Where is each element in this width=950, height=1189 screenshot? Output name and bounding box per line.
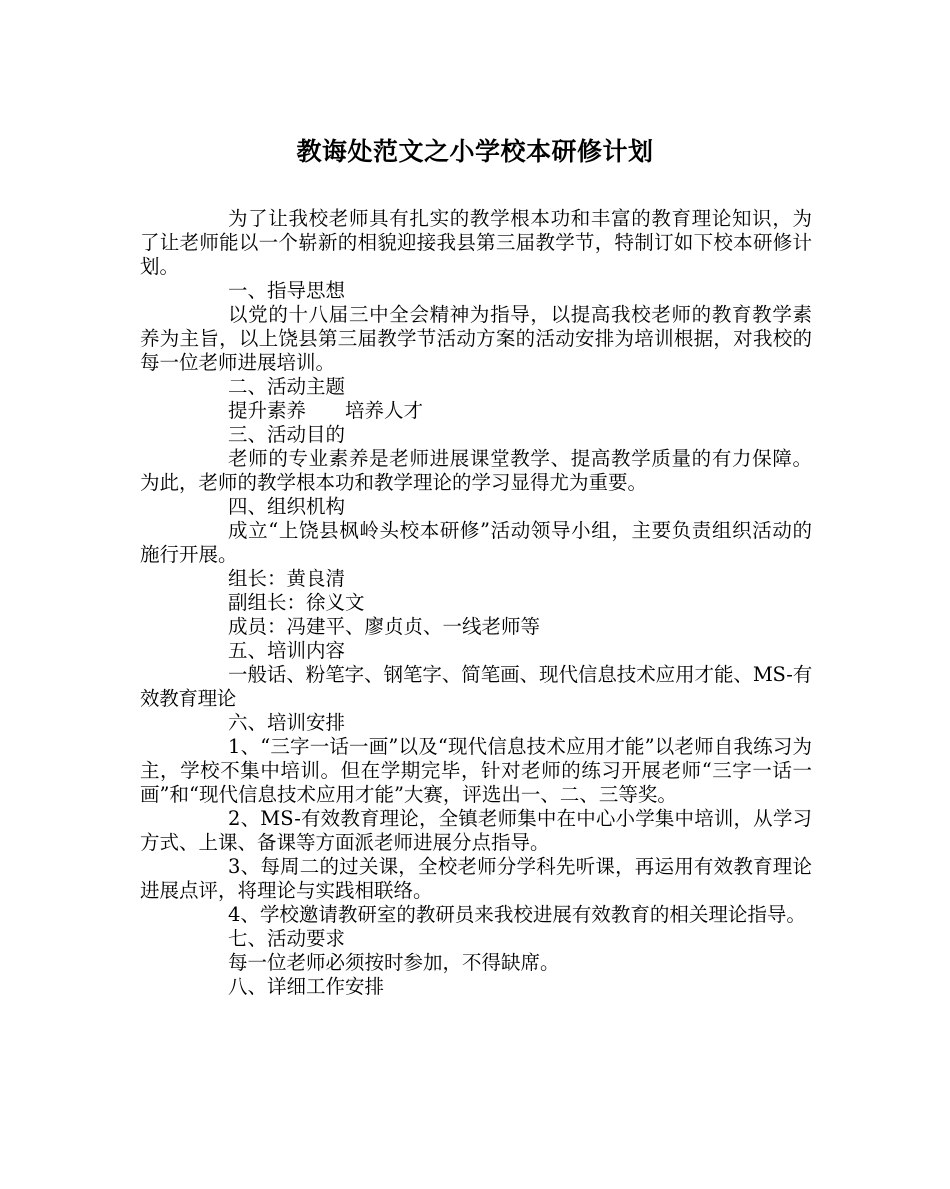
section-heading-guiding-ideology: 一、指导思想 [228,279,346,302]
activity-requirements-text: 每一位老师必须按时参加，不得缺席。 [228,951,560,974]
document-body [140,207,812,999]
organization-paragraph: 成立“上饶县枫岭头校本研修”活动领导小组，主要负责组织活动的施行开展。 [140,519,812,566]
section-heading-organization: 四、组织机构 [228,495,346,518]
section-heading-activity-theme: 二、活动主题 [228,375,346,398]
group-leader-line: 组长：黄良清 [228,567,346,590]
arrangement-item-2: 2、MS-有效教育理论，全镇老师集中在中心小学集中培训，从学习方式、上课、备课等方面派老师进展分点指导。 [140,807,812,854]
section-heading-activity-purpose: 三、活动目的 [228,423,346,446]
training-content-paragraph: 一般话、粉笔字、钢笔字、简笔画、现代信息技术应用才能、MS-有效教育理论 [140,663,812,710]
activity-theme-text: 提升素养 培养人才 [228,399,424,422]
section-heading-training-content: 五、培训内容 [228,639,346,662]
arrangement-item-3: 3、每周二的过关课，全校老师分学科先听课，再运用有效教育理论进展点评，将理论与实践相联络。 [140,855,812,902]
section-heading-activity-requirements: 七、活动要求 [228,927,346,950]
section-heading-detailed-schedule: 八、详细工作安排 [228,975,385,998]
arrangement-item-4: 4、学校邀请教研室的教研员来我校进展有效教育的相关理论指导。 [228,903,806,926]
guiding-ideology-paragraph: 以党的十八届三中全会精神为指导，以提高我校老师的教育教学素养为主旨，以上饶县第三届教学节活动方案的活动安排为培训根据，对我校的每一位老师进展培训。 [140,303,812,374]
members-line: 成员：冯建平、廖贞贞、一线老师等 [228,615,541,638]
arrangement-item-1: 1、“三字一话一画”以及“现代信息技术应用才能”以老师自我练习为主，学校不集中培训。但在学期完毕，针对老师的练习开展老师“三字一话一画”和“现代信息技术应用才能”大赛，评选出一、二、三等奖。 [140,735,812,806]
document-title: 教诲处范文之小学校本研修计划 [296,137,654,166]
section-heading-training-arrangement: 六、培训安排 [228,711,346,734]
activity-purpose-paragraph: 老师的专业素养是老师进展课堂教学、提高教学质量的有力保障。为此，老师的教学根本功和教学理论的学习显得尤为重要。 [140,447,812,494]
intro-paragraph: 为了让我校老师具有扎实的教学根本功和丰富的教育理论知识，为了让老师能以一个崭新的相貌迎接我县第三届教学节，特制订如下校本研修计划。 [140,207,812,278]
deputy-leader-line: 副组长：徐义文 [228,591,365,614]
